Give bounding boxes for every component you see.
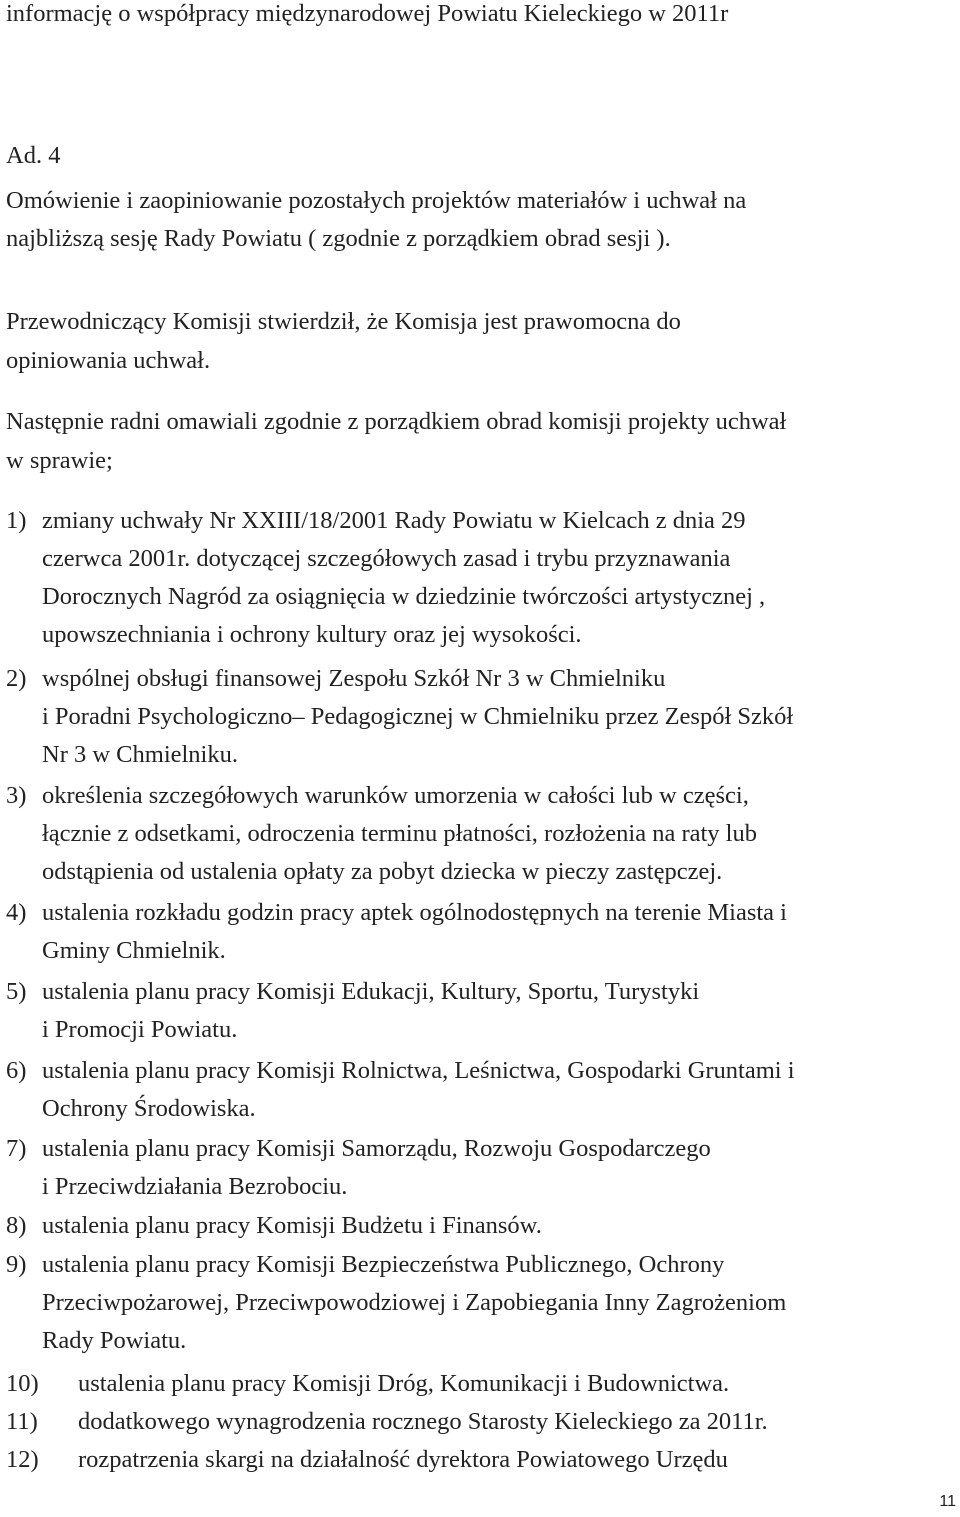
list-item-text: zmiany uchwały Nr XXIII/18/2001 Rady Powiatu w Kielcach z dnia 29 czerwca 2001r. dotyczącej szczegółowych zasad i trybu przyznawania Dorocznych Nagród za osiągnięcia w dziedzinie twórczości artystycznej , upowszechniania i ochrony kultury oraz jej wysokości. (42, 507, 766, 648)
list-item-text: ustalenia planu pracy Komisji Budżetu i Finansów. (42, 1212, 542, 1239)
list-item (6, 1207, 956, 1245)
list-item-number: 2) (6, 665, 27, 692)
list-item (6, 777, 956, 891)
lead-in-line-2: w sprawie; (6, 447, 113, 474)
list-item (6, 894, 956, 970)
statement-line-2: opiniowania uchwał. (6, 347, 211, 374)
list-item-number: 6) (6, 1057, 27, 1084)
list-item-text: dodatkowego wynagrodzenia rocznego Starosty Kieleckiego za 2011r. (78, 1408, 768, 1435)
list-item (6, 973, 956, 1049)
list-item-text: ustalenia planu pracy Komisji Samorządu, Rozwoju Gospodarczego i Przeciwdziałania Bezrobociu. (42, 1135, 711, 1200)
list-item (6, 660, 956, 774)
list-item-text: ustalenia planu pracy Komisji Edukacji, Kultury, Sportu, Turystyki i Promocji Powiatu. (42, 978, 700, 1043)
list-item-text: określenia szczegółowych warunków umorzenia w całości lub w części, łącznie z odsetkami, odroczenia terminu płatności, rozłożenia na raty lub odstąpienia od ustalenia opłaty za pobyt dziecka w pieczy zastępczej. (42, 782, 757, 885)
list-item-number: 9) (6, 1251, 27, 1278)
intro-line: informację o współpracy międzynarodowej Powiatu Kieleckiego w 2011r (6, 0, 729, 27)
list-item-text: ustalenia planu pracy Komisji Bezpieczeństwa Publicznego, Ochrony Przeciwpożarowej, Przeciwpowodziowej i Zapobiegania Inny Zagrożeniom Rady Powiatu. (42, 1251, 787, 1354)
list-item-number: 8) (6, 1212, 27, 1239)
list-item (6, 1365, 956, 1403)
list-item-number: 3) (6, 782, 27, 809)
list-item-text: rozpatrzenia skargi na działalność dyrektora Powiatowego Urzędu (78, 1446, 728, 1473)
list-item-text: ustalenia rozkładu godzin pracy aptek ogólnodostępnych na terenie Miasta i Gminy Chmielnik. (42, 899, 787, 964)
list-item-number: 1) (6, 507, 27, 534)
list-item-number: 11) (6, 1408, 38, 1435)
list-item (6, 1403, 956, 1441)
list-item-number: 12) (6, 1446, 39, 1473)
list-item (6, 502, 956, 654)
statement-line-1: Przewodniczący Komisji stwierdził, że Komisja jest prawomocna do (6, 308, 681, 335)
list-item-text: ustalenia planu pracy Komisji Dróg, Komunikacji i Budownictwa. (78, 1370, 730, 1397)
section-title-line-2: najbliższą sesję Rady Powiatu ( zgodnie z porządkiem obrad sesji ). (6, 225, 671, 252)
list-item (6, 1441, 956, 1479)
list-item-text: wspólnej obsługi finansowej Zespołu Szkół Nr 3 w Chmielniku i Poradni Psychologiczno– Pedagogicznej w Chmielniku przez Zespół Szkół Nr 3 w Chmielniku. (42, 665, 794, 768)
section-heading: Ad. 4 (6, 142, 61, 169)
list-item (6, 1052, 956, 1128)
list-item-number: 5) (6, 978, 27, 1005)
section-title-line-1: Omówienie i zaopiniowanie pozostałych projektów materiałów i uchwał na (6, 187, 747, 214)
list-item-number: 10) (6, 1370, 39, 1397)
list-item (6, 1130, 956, 1206)
page-number: 11 (939, 1493, 956, 1510)
list-item (6, 1246, 956, 1360)
list-item-number: 4) (6, 899, 27, 926)
lead-in-line-1: Następnie radni omawiali zgodnie z porządkiem obrad komisji projekty uchwał (6, 408, 787, 435)
list-item-number: 7) (6, 1135, 27, 1162)
list-item-text: ustalenia planu pracy Komisji Rolnictwa, Leśnictwa, Gospodarki Gruntami i Ochrony Środowiska. (42, 1057, 795, 1122)
